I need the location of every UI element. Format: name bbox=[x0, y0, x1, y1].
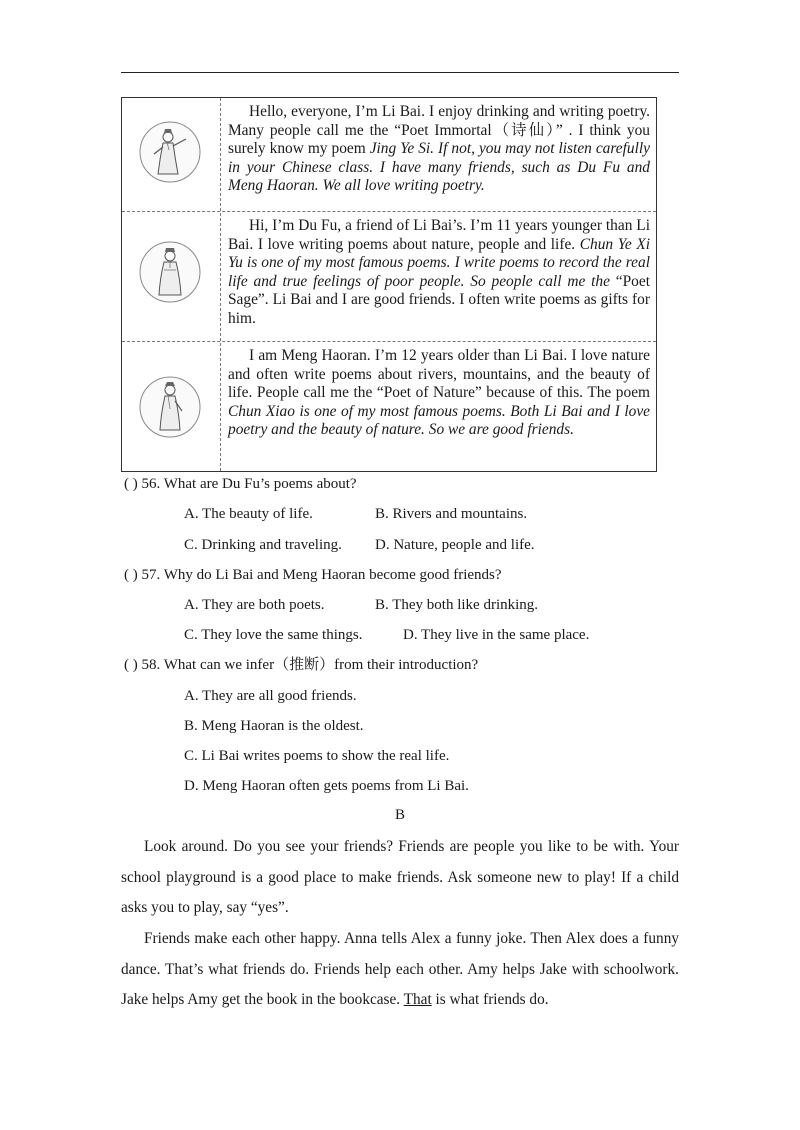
poet-intro-table bbox=[121, 97, 657, 472]
li-bai-intro: Hello, everyone, I’m Li Bai. I enjoy drinking and writing poetry. Many people call me the “Poet Immortal（诗仙）” . I think you surely know my poem Jing Ye Si. If not, you may not listen carefully in your Chinese class. I have many friends, such as Du Fu and Meng Haoran. We all love writing poetry. bbox=[228, 103, 650, 195]
q57-option-c: C. They love the same things. bbox=[184, 627, 363, 643]
meng-haoran-portrait-icon bbox=[138, 375, 202, 439]
header-rule bbox=[121, 72, 679, 73]
li-bai-row bbox=[122, 98, 656, 211]
q58-option-b: B. Meng Haoran is the oldest. bbox=[184, 718, 364, 734]
underlined-that: That bbox=[403, 991, 432, 1008]
q58-option-d: D. Meng Haoran often gets poems from Li Bai. bbox=[184, 778, 469, 794]
q57-option-b: B. They both like drinking. bbox=[375, 597, 539, 613]
q58-option-c: C. Li Bai writes poems to show the real life. bbox=[184, 748, 450, 764]
section-b-heading: B bbox=[394, 807, 405, 823]
section-b-paragraph-2: Friends make each other happy. Anna tells Alex a funny joke. Then Alex does a funny dance. That’s what friends do. Friends help each other. Amy helps Jake with schoolwork. Jake helps Amy get the book in the bookcase. That is what friends do. bbox=[121, 930, 679, 1008]
meng-haoran-row bbox=[122, 341, 656, 473]
du-fu-row bbox=[122, 211, 656, 342]
q57-option-d: D. They live in the same place. bbox=[403, 627, 590, 643]
question-58: ( ) 58. What can we infer（推断）from their introduction? bbox=[124, 657, 479, 673]
q56-option-c: C. Drinking and traveling. bbox=[184, 537, 342, 553]
question-57: ( ) 57. Why do Li Bai and Meng Haoran become good friends? bbox=[124, 567, 502, 583]
q56-option-d: D. Nature, people and life. bbox=[375, 537, 535, 553]
du-fu-intro: Hi, I’m Du Fu, a friend of Li Bai’s. I’m 11 years younger than Li Bai. I love writing poems about nature, people and life. Chun Ye Xi Yu is one of my most famous poems. I write poems to record the real life and true feelings of poor people. So people call me the “Poet Sage”. Li Bai and I are good friends. I often write poems as gifts for him. bbox=[228, 217, 651, 327]
li-bai-portrait-icon bbox=[138, 120, 202, 184]
du-fu-portrait-icon bbox=[138, 240, 202, 304]
q56-option-a: A. The beauty of life. bbox=[184, 506, 313, 522]
q56-option-b: B. Rivers and mountains. bbox=[375, 506, 528, 522]
q58-option-a: A. They are all good friends. bbox=[184, 688, 357, 704]
q57-option-a: A. They are both poets. bbox=[184, 597, 325, 613]
question-56: ( ) 56. What are Du Fu’s poems about? bbox=[124, 476, 357, 492]
section-b-paragraph-1: Look around. Do you see your friends? Friends are people you like to be with. Your school playground is a good place to make friends. Ask someone new to play! If a child asks you to play, say “yes”. bbox=[121, 838, 679, 916]
meng-haoran-intro: I am Meng Haoran. I’m 12 years older than Li Bai. I love nature and often write poems about rivers, mountains, and the beauty of life. People call me the “Poet of Nature” because of this. The poem Chun Xiao is one of my most famous poems. Both Li Bai and I love poetry and the beauty of nature. So we are good friends. bbox=[228, 347, 650, 439]
